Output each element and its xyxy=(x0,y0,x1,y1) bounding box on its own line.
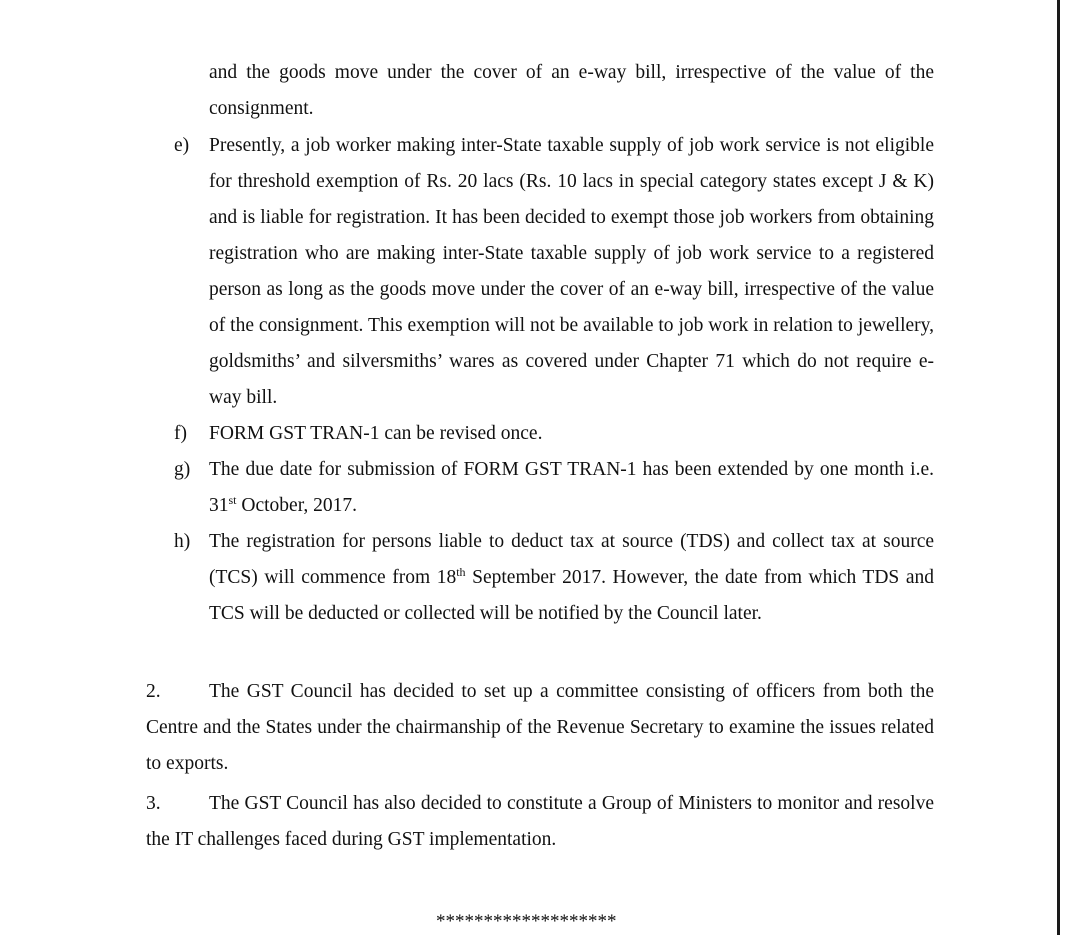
paragraph-text: The GST Council has also decided to constitute a Group of Ministers to monitor and resolve the IT challenges faced during GST implementation. xyxy=(146,793,934,850)
text-part: The registration for persons liable to deduct tax at source (TDS) and collect tax at source (TCS) will commence from 18 xyxy=(209,531,934,588)
paragraph-number: 3. xyxy=(146,793,161,814)
text-part: October, 2017. xyxy=(236,495,358,516)
text-part: September 2017. However, the date from which TDS and TCS will be deducted or collected will be notified by the Council later. xyxy=(209,567,934,624)
paragraph-2 xyxy=(146,674,934,782)
paragraph-3 xyxy=(146,786,934,858)
page-right-border xyxy=(1057,0,1060,935)
list-item-text: Presently, a job worker making inter-State taxable supply of job work service is not eligible for threshold exemption of Rs. 20 lacs (Rs. 10 lacs in special category states except J & K) and is liable for registration. It has been decided to exempt those job workers from obtaining registration who are making inter-State taxable supply of job work service to a registered person as long as the goods move under the cover of an e-way bill, irrespective of the value of the consignment. This exemption will not be available to job work in relation to jewellery, goldsmiths’ and silversmiths’ wares as covered under Chapter 71 which do not require e-way bill. xyxy=(209,135,934,408)
list-item-letter: f) xyxy=(174,423,187,444)
end-marker: ******************* xyxy=(436,911,617,932)
list-item-letter: h) xyxy=(174,531,191,552)
text-part: The due date for submission of FORM GST TRAN-1 has been extended by one month i.e. 31 xyxy=(209,459,934,516)
superscript: st xyxy=(228,493,237,507)
list-item-text: FORM GST TRAN-1 can be revised once. xyxy=(209,423,543,444)
list-item-text xyxy=(209,452,934,524)
continued-text: and the goods move under the cover of an e-way bill, irrespective of the value of the consignment. xyxy=(209,62,934,119)
paragraph-text: The GST Council has decided to set up a committee consisting of officers from both the Centre and the States under the chairmanship of the Revenue Secretary to examine the issues related to exports. xyxy=(146,681,934,774)
superscript: th xyxy=(456,565,466,579)
list-item-text xyxy=(209,524,934,632)
list-item-letter: g) xyxy=(174,459,191,480)
list-item-letter: e) xyxy=(174,135,190,156)
paragraph-number: 2. xyxy=(146,681,161,702)
